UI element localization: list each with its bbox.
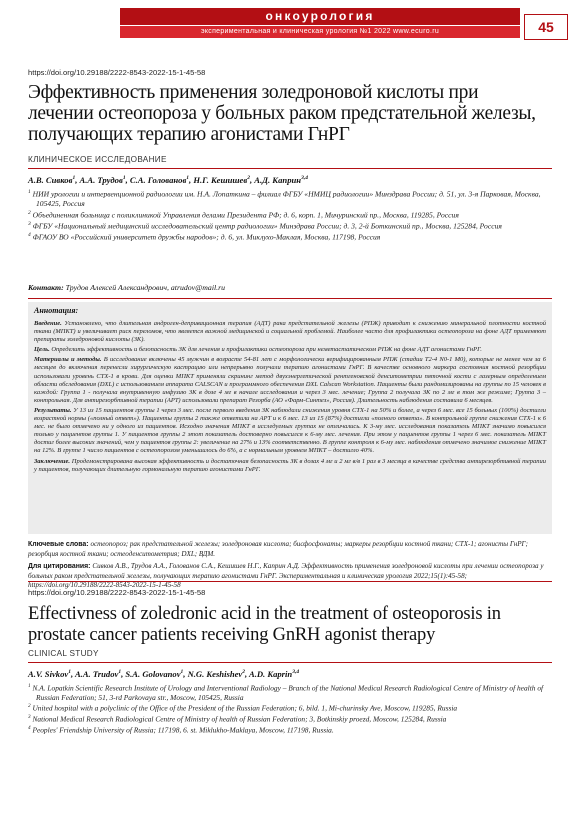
authors-en: A.V. Sivkov$^1$, A.A. Trudov$^1$, S.A. Golovanov$^1$, N.G. Keshishev$^2$, A.D. Kaprin$^{3,4}$	[28, 669, 300, 679]
divider	[28, 168, 552, 169]
affiliation-marker: 2	[28, 209, 31, 216]
abstract-paragraph	[34, 356, 546, 405]
author-name: S.A. Golovanov	[125, 669, 181, 679]
contact-text[interactable]: Трудов Алексей Александрович, atrudov@mail.ru	[65, 283, 226, 292]
section-label-ru: КЛИНИЧЕСКОЕ ИССЛЕДОВАНИЕ	[28, 155, 167, 164]
abstract-paragraph-text: У 13 из 15 пациентов группы 1 через 3 мес. после первого введения ЗК наблюдали снижения уровня СТХ-1 на 50% и более, а через 6 мес. все 15 больных (100%) достигли возрастной нормы («полный ответ»). Пациенты группы 2 также ответили на АРТ и к 6 мес. 13 из 15 (87%) достигли «полного ответа». В контрольной группе снижения СТХ-1 к 6 мес. не было отмечено ни у одного из пациентов. Исходно значения МПКТ в исследуемых группах не отличались. К 3-му мес. исследования показатель МПКТ значимо повысился только у пациентов группы 1. У пациентов группы 2 этот показатель достоверно повысился к 6-му мес. лечения. При этом у пациентов группы 1 через 6 мес. показатель МПКТ достиг более высоких значений, чем у пациентов группы 2: увеличение на 27% и 13% соответственно. В группе контроля к 6-му мес. наблюдения отмечено значимое снижение МПКТ на 12%. В группе 1 число пациентов с остеопорозом уменьшилось до 6%, а с нормальным уровнем МПКТ – достигло 40%.	[34, 406, 546, 455]
author-name: А.А. Трудов	[79, 175, 123, 185]
affiliation-marker: 4	[28, 724, 31, 731]
abstract-box	[28, 302, 552, 534]
page-number: 45	[524, 14, 568, 40]
affiliation-item	[28, 231, 548, 242]
journal-header	[0, 8, 520, 38]
affiliation-text: ФГБУ «Национальный медицинский исследовательский центр радиологии» Минздрава России; д. 3, 2-й Боткинский пр., Москва, 125284, Россия	[30, 221, 502, 231]
doi-link-en[interactable]: https://doi.org/10.29188/2222-8543-2022-15-1-45-58	[28, 588, 206, 597]
abstract-paragraph	[34, 407, 546, 456]
article-title-ru: Эффективность применения золедроновой кислоты при лечении остеопороза у больных раком предстательной железы, получающих терапию агонистами ГнРГ	[28, 82, 536, 145]
affiliation-item	[28, 724, 552, 735]
contact-label: Контакт:	[28, 283, 64, 292]
author-name: N.G. Keshishev	[187, 669, 243, 679]
affiliation-item	[28, 713, 552, 724]
author-name: С.А. Голованов	[129, 175, 187, 185]
abstract-paragraph-text: Продемонстрирована высокая эффективность и достаточная безопасность ЗК в дозах 4 мг и 2 мг в/в 1 раз в 3 месяца в качестве средства антирезорбтивной терапии у пациентов, получающих длительную гормональную терапию агонистами ГнРГ.	[34, 457, 546, 473]
affiliation-marker: 4	[28, 231, 31, 238]
affiliation-item	[28, 682, 552, 702]
affiliation-item	[28, 188, 548, 209]
citation-text: Сивков А.В., Трудов А.А., Голованов С.А., Кешишев Н.Г., Каприн А.Д. Эффективность применения золедроновой кислоты при лечении остеопороза у больных раком предстательной железы, получающих терапию агонистами ГнРГ. Экспериментальная и клиническая урология 2022;15(1):45-58; https://doi.org/10.29188/2222-8543-2022-15-1-45-58	[28, 562, 544, 589]
author-affiliation-marker: 3,4	[292, 669, 300, 676]
author-name: А.Д. Каприн	[254, 175, 302, 185]
journal-subtitle: экспериментальная и клиническая урология №1 2022 www.ecuro.ru	[120, 26, 520, 38]
affiliation-text: НИИ урологии и интервенционной радиологии им. Н.А. Лопаткина – филиал ФГБУ «НМИЦ радиологии» Минздрава России; д. 51, ул. 3-я Парковая, Москва, 105425, Россия	[30, 189, 541, 209]
citation-label: Для цитирования:	[28, 563, 91, 570]
author-affiliation-marker: 1	[68, 669, 71, 676]
affiliation-marker: 1	[28, 189, 31, 195]
affiliations-en	[28, 682, 552, 734]
article-title-en: Effectivness of zoledronic acid in the treatment of osteoporosis in prostate cancer patients receiving GnRH agonist therapy	[28, 604, 501, 645]
author-name: Н.Г. Кешишев	[193, 175, 248, 185]
affiliation-item	[28, 220, 548, 231]
abstract-paragraph-label: Цель.	[34, 346, 50, 354]
doi-link-ru[interactable]: https://doi.org/10.29188/2222-8543-2022-15-1-45-58	[28, 68, 206, 77]
citation	[28, 562, 552, 591]
divider	[28, 581, 552, 582]
affiliation-item	[28, 209, 548, 220]
affiliation-text: ФГАОУ ВО «Российский университет дружбы народов»; д. 6, ул. Миклухо-Маклая, Москва, 117198, Россия	[30, 232, 381, 242]
abstract-title: Аннотация:	[34, 306, 79, 315]
abstract-paragraph-label: Результаты.	[34, 406, 72, 414]
affiliations-ru	[28, 188, 548, 242]
abstract-paragraph-label: Материалы и методы.	[34, 356, 102, 364]
author-affiliation-marker: 2	[247, 175, 250, 182]
keywords-label: Ключевые слова:	[28, 541, 89, 548]
affiliation-text: National Medical Research Radiological Centre of Ministry of health of Russian Federation; 3, Botkinskiy proezd, Moscow, 125284, Russia	[30, 714, 447, 724]
abstract-paragraph	[34, 346, 546, 354]
author-name: A.A. Trudov	[74, 669, 119, 679]
author-affiliation-marker: 1	[180, 669, 184, 676]
keywords	[28, 540, 552, 559]
affiliation-marker: 2	[28, 703, 31, 710]
author-name: A.V. Sivkov	[28, 669, 69, 679]
contact-line	[28, 283, 225, 292]
keywords-text: остеопороз; рак предстательной железы; золедроновая кислота; бисфосфонаты; маркеры резорбции костной ткани; СТХ-1; агонисты ГнРГ; резорбция костной ткани; остеоденситометрия; DXL; ВДМ.	[28, 540, 528, 558]
affiliation-text: Peoples' Friendship University of Russia; 117198, 6. st. Miklukho-Maklaya, Moscow, 117198, Russia.	[30, 725, 334, 735]
affiliation-text: United hospital with a polyclinic of the Office of the President of the Russian Federation; 6, bild. 1, Mi-churinsky Ave, Moscow, 119285, Russia	[30, 703, 458, 713]
divider	[28, 298, 552, 299]
author-name: A.D. Kaprin	[248, 669, 293, 679]
abstract-text	[34, 320, 546, 476]
affiliation-text: Объединенная больница с поликлиникой Управления делами Президента РФ; д. 6, корп. 1, Мичуринский пр., Москва, 119285, Россия	[30, 210, 459, 220]
affiliation-text: N.A. Lopatkin Scientific Research Institute of Urology and Interventional Radiology – Branch of the National Medical Research Radiological Centre of Ministry of health of Russian Federation; 51, 3-rd Parkovaya str., Moscow, 105425, Russia	[30, 683, 544, 702]
abstract-paragraph-text: Установлено, что длительная андроген-депривационная терапия (АДТ) рака предстательной железы (РПЖ) приводит к снижению минеральной плотности костной ткани (МПКТ) и увеличивает риск переломов, что является важной медицинской и социальной проблемой. Наиболее часто для профилактики остеопороза на фоне АДТ применяют препараты золедроновой кислоты (ЗК).	[34, 320, 546, 344]
abstract-paragraph-text: В исследование включены 45 мужчин в возрасте 54-81 лет с морфологически верифицированным РПЖ (стадии Т2-4 N0-1 M0), которые не менее чем за 6 месяцев до включения перенесли хирургическую кастрацию или непрерывно получали терапию агонистами ГнРГ. В качестве основного маркера состояния костной резорбции использовали уровень СТХ-1 в крови. Для оценки МПКТ применяли скрининг метод двухэнергетической рентгеновской денситометрии пяточной кости с лазерным определением области обследования (DXL) с использованием аппарата CALSCAN и программного обеспечения DXL Calscan Workstation. Пациенты были рандомизированы на группы по 15 человек в каждой: Группа 1 - получала внутривенную инфузию ЗК в дозе 4 мг в начале исследования и через 3 мес. лечение; Группа 2 получала ЗК по 2 мг в том же режиме; Группа 3 – контрольная. Для антирезорбтивной терапии (АРТ) использовали препарат Резорба (АО «Фарм-Синтез», Россия). Длительность наблюдения составила 6 месяцев.	[34, 356, 546, 404]
journal-name: онкоурология	[120, 8, 520, 25]
affiliation-marker: 1	[28, 683, 31, 689]
author-affiliation-marker: 1	[186, 175, 190, 182]
author-affiliation-marker: 2	[242, 669, 245, 676]
divider	[28, 662, 552, 663]
author-affiliation-marker: 1	[122, 175, 126, 182]
author-affiliation-marker: 1	[72, 175, 76, 182]
affiliation-marker: 3	[28, 713, 31, 720]
abstract-paragraph-label: Заключение.	[34, 457, 71, 465]
abstract-paragraph-label: Введение.	[34, 320, 62, 327]
author-affiliation-marker: 3,4	[301, 175, 308, 182]
affiliation-item	[28, 702, 552, 713]
abstract-paragraph-text: Определить эффективность и безопасность ЗК для лечения и профилактики остеопороза при неметастатическом РПЖ на фоне АДТ агонистами ГнРГ.	[49, 346, 482, 354]
affiliation-marker: 3	[28, 220, 31, 227]
authors-ru: А.В. Сивков$^1$, А.А. Трудов$^1$, С.А. Голованов$^1$, Н.Г. Кешишев$^2$, А.Д. Каприн$^{3,4}$	[28, 175, 308, 185]
abstract-paragraph	[34, 320, 546, 344]
abstract-paragraph	[34, 458, 546, 474]
author-name: А.В. Сивков	[28, 175, 73, 185]
author-affiliation-marker: 1	[118, 669, 122, 676]
section-label-en: CLINICAL STUDY	[28, 649, 99, 658]
